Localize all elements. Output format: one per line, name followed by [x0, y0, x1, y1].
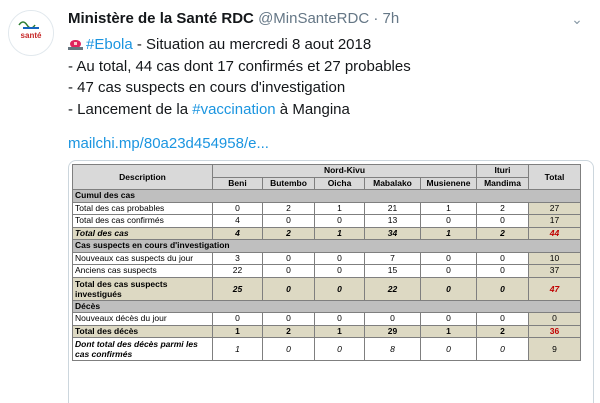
chevron-down-icon[interactable]: ⌄ — [571, 11, 583, 27]
tweet-body — [68, 34, 588, 155]
cell-butembo: 0 — [263, 265, 315, 278]
cell-oicha: 1 — [315, 227, 365, 240]
table-header-row-1 — [73, 165, 581, 178]
cell-total: 0 — [529, 313, 581, 326]
row-label: Dont total des décès parmi les cas confirmés — [73, 338, 213, 361]
cell-beni: 25 — [213, 277, 263, 300]
cell-mandima: 2 — [477, 325, 529, 338]
tweet-line-2: - Au total, 44 cas dont 17 confirmés et 27 probables — [68, 57, 411, 75]
header-mabalako: Mabalako — [365, 177, 421, 190]
section-cumul-label: Cumul des cas — [73, 190, 581, 203]
cell-beni: 1 — [213, 325, 263, 338]
section-row — [73, 240, 581, 253]
cell-musienene: 0 — [421, 265, 477, 278]
header-mandima: Mandima — [477, 177, 529, 190]
cell-mabalako: 15 — [365, 265, 421, 278]
account-name[interactable]: Ministère de la Santé RDC — [68, 10, 254, 27]
cell-total: 44 — [529, 227, 581, 240]
cell-mandima: 0 — [477, 215, 529, 228]
cell-musienene: 1 — [421, 227, 477, 240]
tweet-timestamp[interactable]: 7h — [382, 10, 400, 27]
cell-oicha: 1 — [315, 325, 365, 338]
section-deces-label: Décès — [73, 300, 581, 313]
hashtag-ebola[interactable]: #Ebola — [86, 36, 133, 53]
attached-image[interactable] — [68, 160, 594, 403]
cell-total: 37 — [529, 265, 581, 278]
cell-butembo: 0 — [263, 215, 315, 228]
table-row — [73, 215, 581, 228]
header-musienene: Musienene — [421, 177, 477, 190]
table-row — [73, 252, 581, 265]
cell-musienene: 0 — [421, 313, 477, 326]
cell-butembo: 2 — [263, 325, 315, 338]
table-row — [73, 265, 581, 278]
situation-table — [72, 164, 581, 361]
table-row — [73, 338, 581, 361]
cell-beni: 1 — [213, 338, 263, 361]
cell-musienene: 1 — [421, 325, 477, 338]
tweet-header — [68, 10, 399, 27]
cell-oicha: 0 — [315, 252, 365, 265]
cell-beni: 4 — [213, 227, 263, 240]
header-butembo: Butembo — [263, 177, 315, 190]
cell-butembo: 2 — [263, 227, 315, 240]
cell-mabalako: 22 — [365, 277, 421, 300]
cell-mabalako: 13 — [365, 215, 421, 228]
table-total-row — [73, 227, 581, 240]
account-handle[interactable]: @MinSanteRDC — [258, 10, 370, 27]
cell-total: 10 — [529, 252, 581, 265]
cell-mandima: 0 — [477, 277, 529, 300]
cell-butembo: 0 — [263, 338, 315, 361]
cell-total: 36 — [529, 325, 581, 338]
cell-musienene: 1 — [421, 202, 477, 215]
mailchimp-link[interactable]: mailchi.mp/80a23d454958/e... — [68, 135, 269, 152]
cell-butembo: 0 — [263, 313, 315, 326]
header-oicha: Oicha — [315, 177, 365, 190]
tweet-line-4-prefix: - Lancement de la — [68, 100, 193, 118]
tweet-line-3: - 47 cas suspects en cours d'investigation — [68, 79, 346, 96]
cell-musienene: 0 — [421, 252, 477, 265]
ministry-logo-icon — [9, 11, 53, 55]
row-label: Total des cas suspects investigués — [73, 277, 213, 300]
tweet-line-1 — [68, 34, 588, 56]
cell-mandima: 0 — [477, 313, 529, 326]
avatar-label: santé — [20, 31, 42, 40]
cell-oicha: 1 — [315, 202, 365, 215]
section-row — [73, 300, 581, 313]
cell-mandima: 0 — [477, 265, 529, 278]
cell-mabalako: 0 — [365, 313, 421, 326]
siren-icon — [68, 37, 83, 50]
cell-beni: 0 — [213, 313, 263, 326]
cell-mandima: 0 — [477, 338, 529, 361]
profile-avatar[interactable] — [8, 10, 54, 56]
cell-total: 27 — [529, 202, 581, 215]
header-total: Total — [529, 165, 581, 190]
tweet-line-4 — [68, 99, 588, 121]
hashtag-vaccination[interactable]: #vaccination — [192, 100, 276, 118]
row-label: Total des cas — [73, 227, 213, 240]
cell-butembo: 0 — [263, 277, 315, 300]
cell-butembo: 2 — [263, 202, 315, 215]
cell-mandima: 2 — [477, 202, 529, 215]
cell-mabalako: 29 — [365, 325, 421, 338]
header-ituri: Ituri — [477, 165, 529, 178]
table-row — [73, 202, 581, 215]
header-description: Description — [73, 165, 213, 190]
cell-mandima: 2 — [477, 227, 529, 240]
cell-total: 47 — [529, 277, 581, 300]
tweet-line-4-suffix: à Mangina — [275, 100, 350, 118]
cell-musienene: 0 — [421, 338, 477, 361]
cell-musienene: 0 — [421, 215, 477, 228]
cell-mabalako: 8 — [365, 338, 421, 361]
cell-beni: 0 — [213, 202, 263, 215]
row-label: Total des cas probables — [73, 202, 213, 215]
cell-beni: 3 — [213, 252, 263, 265]
table-total-row — [73, 277, 581, 300]
cell-mabalako: 7 — [365, 252, 421, 265]
table-row — [73, 313, 581, 326]
section-row — [73, 190, 581, 203]
cell-butembo: 0 — [263, 252, 315, 265]
header-nord-kivu: Nord-Kivu — [213, 165, 477, 178]
row-label: Nouveaux décès du jour — [73, 313, 213, 326]
cell-mandima: 0 — [477, 252, 529, 265]
separator-dot: · — [373, 10, 379, 27]
table-total-row — [73, 325, 581, 338]
section-suspects-label: Cas suspects en cours d'investigation — [73, 240, 581, 253]
cell-beni: 4 — [213, 215, 263, 228]
cell-oicha: 0 — [315, 215, 365, 228]
row-label: Anciens cas suspects — [73, 265, 213, 278]
cell-mabalako: 21 — [365, 202, 421, 215]
cell-total: 9 — [529, 338, 581, 361]
row-label: Total des décès — [73, 325, 213, 338]
row-label: Nouveaux cas suspects du jour — [73, 252, 213, 265]
header-beni: Beni — [213, 177, 263, 190]
cell-oicha: 0 — [315, 277, 365, 300]
cell-mabalako: 34 — [365, 227, 421, 240]
cell-musienene: 0 — [421, 277, 477, 300]
cell-oicha: 0 — [315, 338, 365, 361]
row-label: Total des cas confirmés — [73, 215, 213, 228]
cell-oicha: 0 — [315, 313, 365, 326]
tweet-line-1-text: - Situation au mercredi 8 aout 2018 — [132, 36, 372, 53]
cell-beni: 22 — [213, 265, 263, 278]
cell-total: 17 — [529, 215, 581, 228]
cell-oicha: 0 — [315, 265, 365, 278]
